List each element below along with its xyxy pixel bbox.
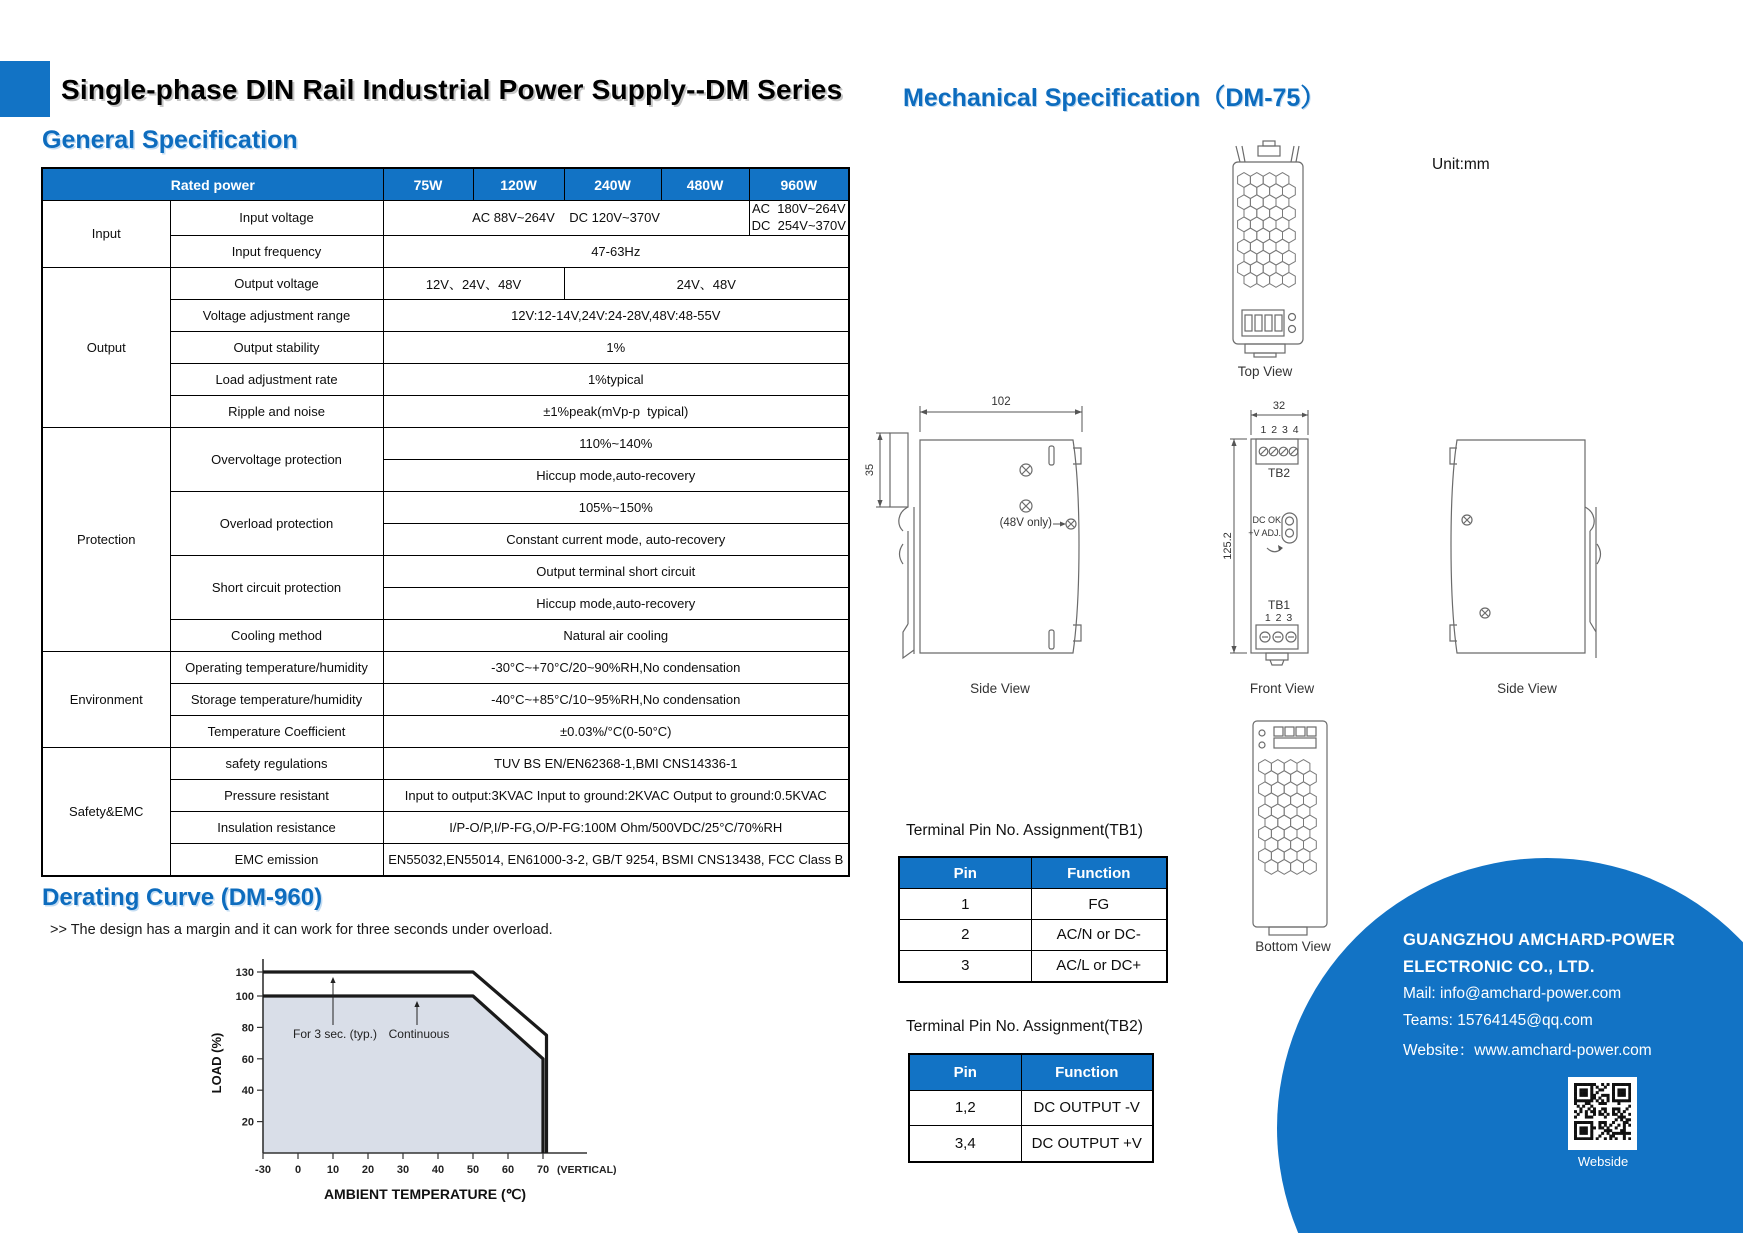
svg-text:For 3 sec. (typ.): For 3 sec. (typ.) [292, 1027, 378, 1041]
spec-input-voltage-label: Input voltage [170, 201, 383, 236]
bottom-view-drawing [1245, 715, 1340, 945]
svg-text:10: 10 [326, 1164, 340, 1176]
spec-short-circuit-value1: Output terminal short circuit [383, 555, 849, 587]
front-tb1-label: TB1 [1267, 598, 1290, 612]
spec-overvoltage-label: Overvoltage protection [170, 427, 383, 491]
side-view-left-drawing [870, 392, 1100, 702]
company-name-line2: ELECTRONIC CO., LTD. [1403, 958, 1595, 976]
note-48v-only: (48V only) [999, 517, 1052, 529]
spec-storage-temp-label: Storage temperature/humidity [170, 683, 383, 715]
tb2-fn-34: DC OUTPUT +V [1021, 1126, 1153, 1162]
tb1-pin-2: 2 [899, 919, 1031, 950]
top-view-label: Top View [1237, 364, 1293, 379]
dim-35: 35 [864, 463, 876, 477]
corner-accent-block [0, 61, 50, 117]
spec-temp-coefficient-label: Temperature Coefficient [170, 715, 383, 747]
side-view-right-label: Side View [1497, 681, 1557, 696]
svg-text:130: 130 [235, 967, 254, 979]
spec-overvoltage-value1: 110%~140% [383, 427, 849, 459]
derating-note: >> The design has a margin and it can work for three seconds under overload. [50, 922, 553, 938]
spec-header-120w: 120W [473, 168, 564, 201]
spec-load-adjustment-value: 1%typical [383, 363, 849, 395]
tb1-pin-3: 3 [899, 950, 1031, 982]
spec-voltage-adjustment-label: Voltage adjustment range [170, 299, 383, 331]
dim-32: 32 [1272, 400, 1286, 412]
spec-short-circuit-value2: Hiccup mode,auto-recovery [383, 587, 849, 619]
table-row [899, 950, 1167, 982]
spec-output-stability-label: Output stability [170, 331, 383, 363]
svg-text:60: 60 [241, 1053, 254, 1066]
svg-text:0: 0 [294, 1164, 302, 1176]
spec-header-960w: 960W [749, 168, 849, 201]
spec-pressure-value: Input to output:3KVAC Input to ground:2KVAC Output to ground:0.5KVAC [383, 779, 849, 811]
dim-125-2: 125.2 [1222, 532, 1234, 560]
spec-output-voltage-low: 12V、24V、48V [383, 267, 564, 299]
tb1-fn-1: FG [1031, 889, 1167, 920]
svg-text:20: 20 [361, 1164, 375, 1176]
company-teams: Teams: 15764145@qq.com [1403, 1012, 1593, 1029]
spec-header-480w: 480W [661, 168, 749, 201]
tb2-table [908, 1053, 1154, 1163]
front-dc-ok-label: DC OK [1252, 515, 1281, 525]
svg-text:100: 100 [235, 991, 254, 1003]
table-row [909, 1090, 1153, 1125]
spec-input-voltage-value: AC 88V~264V DC 120V~370V [383, 201, 749, 236]
spec-cat-safety: Safety&EMC [42, 747, 170, 876]
tb1-col-function: Function [1031, 857, 1167, 889]
tb1-col-pin: Pin [899, 857, 1031, 889]
front-tb2-label: TB2 [1267, 466, 1290, 480]
spec-operating-temp-value: -30°C~+70°C/20~90%RH,No condensation [383, 651, 849, 683]
spec-output-voltage-high: 24V、48V [564, 267, 849, 299]
spec-short-circuit-label: Short circuit protection [170, 555, 383, 619]
svg-text:50: 50 [466, 1164, 480, 1176]
front-view-drawing [1220, 400, 1380, 700]
derating-chart [195, 945, 645, 1225]
spec-voltage-adjustment-value: 12V:12-14V,24V:24-28V,48V:48-55V [383, 299, 849, 331]
spec-pressure-label: Pressure resistant [170, 779, 383, 811]
bottom-view-label: Bottom View [1255, 939, 1331, 954]
dim-102: 102 [991, 396, 1011, 408]
svg-text:-30: -30 [255, 1164, 271, 1176]
tb1-table [898, 856, 1168, 983]
tb2-pin-34: 3,4 [909, 1126, 1021, 1162]
spec-header-75w: 75W [383, 168, 473, 201]
spec-cat-protection: Protection [42, 427, 170, 651]
spec-load-adjustment-label: Load adjustment rate [170, 363, 383, 395]
svg-text:20: 20 [241, 1116, 254, 1129]
spec-overvoltage-value2: Hiccup mode,auto-recovery [383, 459, 849, 491]
svg-text:80: 80 [241, 1022, 254, 1035]
derating-heading: Derating Curve (DM-960) [42, 884, 323, 911]
svg-text:60: 60 [501, 1164, 515, 1176]
company-website: Website：www.amchard-power.com [1403, 1042, 1652, 1059]
tb2-table-title: Terminal Pin No. Assignment(TB2) [906, 1018, 1143, 1035]
front-view-label: Front View [1249, 681, 1315, 696]
side-view-right-drawing [1445, 392, 1645, 702]
tb2-fn-12: DC OUTPUT -V [1021, 1090, 1153, 1125]
company-name-line1: GUANGZHOU AMCHARD-POWER [1403, 931, 1676, 949]
spec-cooling-value: Natural air cooling [383, 619, 849, 651]
spec-output-stability-value: 1% [383, 331, 849, 363]
spec-input-voltage-960-line1: AC 180V~264V [751, 201, 846, 216]
qr-code [1574, 1083, 1631, 1140]
spec-cat-output: Output [42, 267, 170, 427]
company-mail: Mail: info@amchard-power.com [1403, 985, 1622, 1002]
tb2-pin-12: 1,2 [909, 1090, 1021, 1125]
spec-overload-label: Overload protection [170, 491, 383, 555]
spec-insulation-label: Insulation resistance [170, 811, 383, 843]
table-row [899, 919, 1167, 950]
top-view-drawing [1228, 140, 1318, 365]
spec-header-240w: 240W [564, 168, 661, 201]
spec-temp-coefficient-value: ±0.03%/°C(0-50°C) [383, 715, 849, 747]
svg-text:AMBIENT TEMPERATURE (℃): AMBIENT TEMPERATURE (℃) [323, 1186, 527, 1202]
svg-text:40: 40 [431, 1164, 445, 1176]
spec-input-frequency-label: Input frequency [170, 235, 383, 267]
svg-text:LOAD (%): LOAD (%) [209, 1032, 224, 1094]
tb1-pin-1: 1 [899, 889, 1031, 920]
front-v-adj-label: +V ADJ. [1248, 528, 1281, 538]
general-spec-table [41, 167, 850, 877]
spec-emc-label: EMC emission [170, 843, 383, 876]
spec-safety-regulations-label: safety regulations [170, 747, 383, 779]
mechanical-spec-title: Mechanical Specification（DM-75） [903, 84, 1326, 112]
spec-input-frequency-value: 47-63Hz [383, 235, 849, 267]
table-row [899, 889, 1167, 920]
spec-overload-value1: 105%~150% [383, 491, 849, 523]
front-tb2-pins: 1 2 3 4 [1260, 424, 1300, 436]
table-row [909, 1126, 1153, 1162]
qr-code-label: Webside [1577, 1154, 1629, 1169]
spec-safety-regulations-value: TUV BS EN/EN62368-1,BMI CNS14336-1 [383, 747, 849, 779]
svg-text:30: 30 [396, 1164, 410, 1176]
spec-cat-input: Input [42, 201, 170, 268]
unit-note: Unit:mm [1432, 156, 1490, 173]
spec-insulation-value: I/P-O/P,I/P-FG,O/P-FG:100M Ohm/500VDC/25°C/70%RH [383, 811, 849, 843]
svg-text:40: 40 [241, 1085, 254, 1098]
spec-header-rated-power: Rated power [42, 168, 383, 201]
tb1-fn-3: AC/L or DC+ [1031, 950, 1167, 982]
spec-input-voltage-960-line2: DC 254V~370V [751, 217, 846, 233]
svg-text:(VERTICAL): (VERTICAL) [557, 1164, 617, 1176]
spec-emc-value: EN55032,EN55014, EN61000-3-2, GB/T 9254, BSMI CNS13438, FCC Class B [383, 843, 849, 876]
side-view-left-label: Side View [970, 681, 1030, 696]
page-title: Single-phase DIN Rail Industrial Power Supply--DM Series [61, 74, 843, 105]
spec-output-voltage-label: Output voltage [170, 267, 383, 299]
svg-text:70: 70 [536, 1164, 550, 1176]
tb2-col-pin: Pin [909, 1054, 1021, 1090]
spec-operating-temp-label: Operating temperature/humidity [170, 651, 383, 683]
spec-cooling-label: Cooling method [170, 619, 383, 651]
svg-text:Continuous: Continuous [388, 1027, 450, 1041]
spec-overload-value2: Constant current mode, auto-recovery [383, 523, 849, 555]
general-spec-heading: General Specification [42, 126, 298, 154]
spec-input-voltage-960 [749, 201, 849, 236]
spec-ripple-value: ±1%peak(mVp-p typical) [383, 395, 849, 427]
tb1-fn-2: AC/N or DC- [1031, 919, 1167, 950]
tb1-table-title: Terminal Pin No. Assignment(TB1) [906, 822, 1143, 839]
front-tb1-pins: 1 2 3 [1264, 612, 1294, 624]
spec-cat-environment: Environment [42, 651, 170, 747]
spec-storage-temp-value: -40°C~+85°C/10~95%RH,No condensation [383, 683, 849, 715]
spec-ripple-label: Ripple and noise [170, 395, 383, 427]
tb2-col-function: Function [1021, 1054, 1153, 1090]
